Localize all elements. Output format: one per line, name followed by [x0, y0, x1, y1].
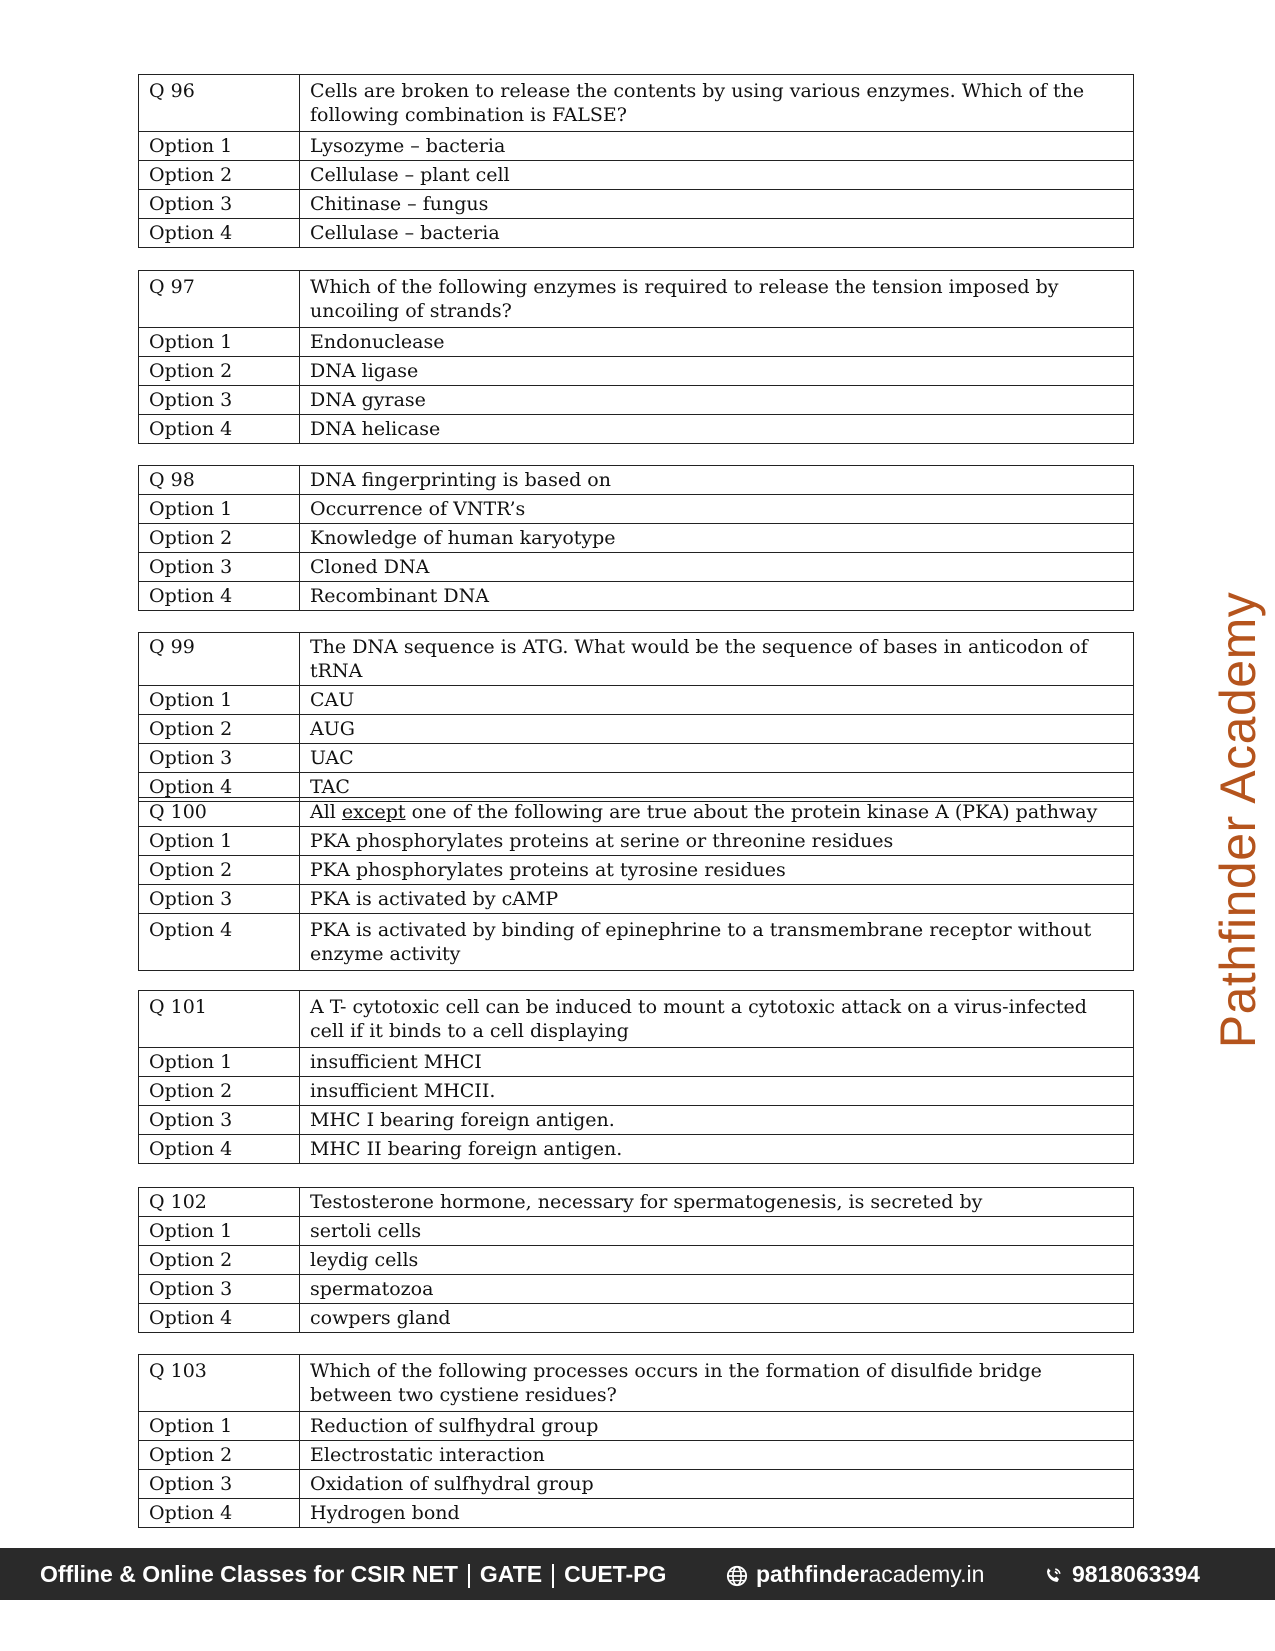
question-text: Which of the following processes occurs in the formation of disulfide bridge between two cystiene residues?	[300, 1355, 1134, 1412]
option-text: UAC	[300, 744, 1134, 773]
option-text: PKA is activated by binding of epinephrine to a transmembrane receptor without enzyme activity	[300, 914, 1134, 971]
watermark: Pathfinder Academy	[1210, 591, 1266, 1049]
question-table-97	[138, 270, 1134, 444]
question-table-103	[138, 1354, 1134, 1528]
question-row	[139, 466, 1134, 495]
footer-tagline-group	[40, 1548, 666, 1600]
option-row	[139, 1412, 1134, 1441]
option-row	[139, 1499, 1134, 1528]
question-row	[139, 798, 1134, 827]
footer-website[interactable]	[726, 1548, 984, 1600]
option-label: Option 1	[139, 132, 300, 161]
question-text: Testosterone hormone, necessary for spermatogenesis, is secreted by	[300, 1188, 1134, 1217]
option-text: Knowledge of human karyotype	[300, 524, 1134, 553]
option-row	[139, 885, 1134, 914]
footer-divider	[468, 1564, 470, 1588]
option-label: Option 1	[139, 1217, 300, 1246]
option-row	[139, 132, 1134, 161]
option-text: insufficient MHCII.	[300, 1077, 1134, 1106]
option-row	[139, 1106, 1134, 1135]
option-text: sertoli cells	[300, 1217, 1134, 1246]
option-text: DNA helicase	[300, 415, 1134, 444]
question-text: A T- cytotoxic cell can be induced to mount a cytotoxic attack on a virus-infected cell if it binds to a cell displaying	[300, 991, 1134, 1048]
option-row	[139, 1470, 1134, 1499]
option-label: Option 2	[139, 1077, 300, 1106]
question-row	[139, 271, 1134, 328]
option-row	[139, 415, 1134, 444]
option-row	[139, 328, 1134, 357]
option-text: PKA phosphorylates proteins at tyrosine residues	[300, 856, 1134, 885]
option-label: Option 3	[139, 1275, 300, 1304]
question-row	[139, 75, 1134, 132]
option-label: Option 2	[139, 357, 300, 386]
question-text-emphasis: except	[341, 801, 406, 823]
question-table-100	[138, 797, 1134, 971]
option-label: Option 3	[139, 386, 300, 415]
option-row	[139, 1246, 1134, 1275]
option-label: Option 3	[139, 885, 300, 914]
option-row	[139, 524, 1134, 553]
option-row	[139, 386, 1134, 415]
option-text: cowpers gland	[300, 1304, 1134, 1333]
option-text: Cellulase – plant cell	[300, 161, 1134, 190]
option-row	[139, 715, 1134, 744]
question-number: Q 102	[139, 1188, 300, 1217]
option-label: Option 2	[139, 856, 300, 885]
option-label: Option 2	[139, 1441, 300, 1470]
option-text: DNA ligase	[300, 357, 1134, 386]
option-row	[139, 495, 1134, 524]
option-row	[139, 1441, 1134, 1470]
option-text: Hydrogen bond	[300, 1499, 1134, 1528]
option-text: PKA phosphorylates proteins at serine or threonine residues	[300, 827, 1134, 856]
question-row	[139, 1188, 1134, 1217]
footer-phone[interactable]	[1042, 1548, 1200, 1600]
question-table-96	[138, 74, 1134, 248]
option-row	[139, 686, 1134, 715]
footer-site-bold: pathfinder	[756, 1561, 869, 1587]
option-label: Option 2	[139, 1246, 300, 1275]
option-text: Oxidation of sulfhydral group	[300, 1470, 1134, 1499]
option-text: Electrostatic interaction	[300, 1441, 1134, 1470]
question-row	[139, 991, 1134, 1048]
option-text: PKA is activated by cAMP	[300, 885, 1134, 914]
option-text: spermatozoa	[300, 1275, 1134, 1304]
option-row	[139, 1077, 1134, 1106]
option-row	[139, 1048, 1134, 1077]
option-label: Option 4	[139, 773, 300, 802]
question-number: Q 100	[139, 798, 300, 827]
footer-phone-number: 9818063394	[1072, 1561, 1200, 1587]
option-label: Option 3	[139, 553, 300, 582]
option-label: Option 4	[139, 415, 300, 444]
question-table-98	[138, 465, 1134, 611]
option-label: Option 2	[139, 161, 300, 190]
question-text: The DNA sequence is ATG. What would be the sequence of bases in anticodon of tRNA	[300, 633, 1134, 686]
question-text: Which of the following enzymes is required to release the tension imposed by uncoiling of strands?	[300, 271, 1134, 328]
footer-exam-cuet: CUET-PG	[564, 1561, 667, 1587]
phone-icon	[1042, 1565, 1064, 1587]
option-label: Option 4	[139, 219, 300, 248]
option-text: MHC II bearing foreign antigen.	[300, 1135, 1134, 1164]
option-label: Option 3	[139, 190, 300, 219]
question-row	[139, 633, 1134, 686]
option-row	[139, 914, 1134, 971]
question-table-99	[138, 632, 1134, 802]
question-table-102	[138, 1187, 1134, 1333]
option-text: Endonuclease	[300, 328, 1134, 357]
option-label: Option 4	[139, 1135, 300, 1164]
footer-site-light: academy.in	[868, 1561, 985, 1587]
footer-divider	[552, 1564, 554, 1588]
question-text-end: one of the following are true about the protein kinase A (PKA) pathway	[405, 801, 1098, 823]
footer-exam-gate: GATE	[479, 1561, 543, 1587]
question-number: Q 96	[139, 75, 300, 132]
question-number: Q 101	[139, 991, 300, 1048]
question-text: Cells are broken to release the contents by using various enzymes. Which of the following combination is FALSE?	[300, 75, 1134, 132]
option-row	[139, 827, 1134, 856]
option-text: MHC I bearing foreign antigen.	[300, 1106, 1134, 1135]
option-row	[139, 190, 1134, 219]
option-text: insufficient MHCI	[300, 1048, 1134, 1077]
question-row	[139, 1355, 1134, 1412]
option-text: CAU	[300, 686, 1134, 715]
option-label: Option 1	[139, 686, 300, 715]
option-label: Option 1	[139, 1048, 300, 1077]
option-text: Cloned DNA	[300, 553, 1134, 582]
option-label: Option 3	[139, 744, 300, 773]
option-label: Option 1	[139, 827, 300, 856]
option-label: Option 1	[139, 328, 300, 357]
option-row	[139, 1217, 1134, 1246]
option-row	[139, 553, 1134, 582]
footer-tagline: Offline & Online Classes for CSIR NET	[40, 1561, 458, 1587]
option-text: Recombinant DNA	[300, 582, 1134, 611]
option-row	[139, 1304, 1134, 1333]
option-label: Option 4	[139, 582, 300, 611]
option-text: TAC	[300, 773, 1134, 802]
question-text-start: All	[310, 801, 342, 823]
option-text: Lysozyme – bacteria	[300, 132, 1134, 161]
option-label: Option 4	[139, 914, 300, 971]
option-label: Option 2	[139, 524, 300, 553]
question-table-101	[138, 990, 1134, 1164]
option-label: Option 4	[139, 1304, 300, 1333]
footer-banner	[0, 1548, 1275, 1600]
option-label: Option 1	[139, 495, 300, 524]
option-row	[139, 582, 1134, 611]
option-label: Option 1	[139, 1412, 300, 1441]
option-row	[139, 219, 1134, 248]
question-number: Q 97	[139, 271, 300, 328]
option-row	[139, 161, 1134, 190]
question-number: Q 103	[139, 1355, 300, 1412]
option-text: Reduction of sulfhydral group	[300, 1412, 1134, 1441]
question-number: Q 99	[139, 633, 300, 686]
question-text: DNA fingerprinting is based on	[300, 466, 1134, 495]
option-row	[139, 856, 1134, 885]
option-text: DNA gyrase	[300, 386, 1134, 415]
option-text: AUG	[300, 715, 1134, 744]
question-text	[300, 798, 1134, 827]
option-label: Option 3	[139, 1106, 300, 1135]
option-row	[139, 1135, 1134, 1164]
option-label: Option 3	[139, 1470, 300, 1499]
option-label: Option 4	[139, 1499, 300, 1528]
option-text: Chitinase – fungus	[300, 190, 1134, 219]
option-label: Option 2	[139, 715, 300, 744]
option-text: Cellulase – bacteria	[300, 219, 1134, 248]
option-row	[139, 744, 1134, 773]
option-row	[139, 1275, 1134, 1304]
option-text: Occurrence of VNTR’s	[300, 495, 1134, 524]
option-row	[139, 357, 1134, 386]
option-text: leydig cells	[300, 1246, 1134, 1275]
globe-icon	[726, 1565, 748, 1587]
question-number: Q 98	[139, 466, 300, 495]
